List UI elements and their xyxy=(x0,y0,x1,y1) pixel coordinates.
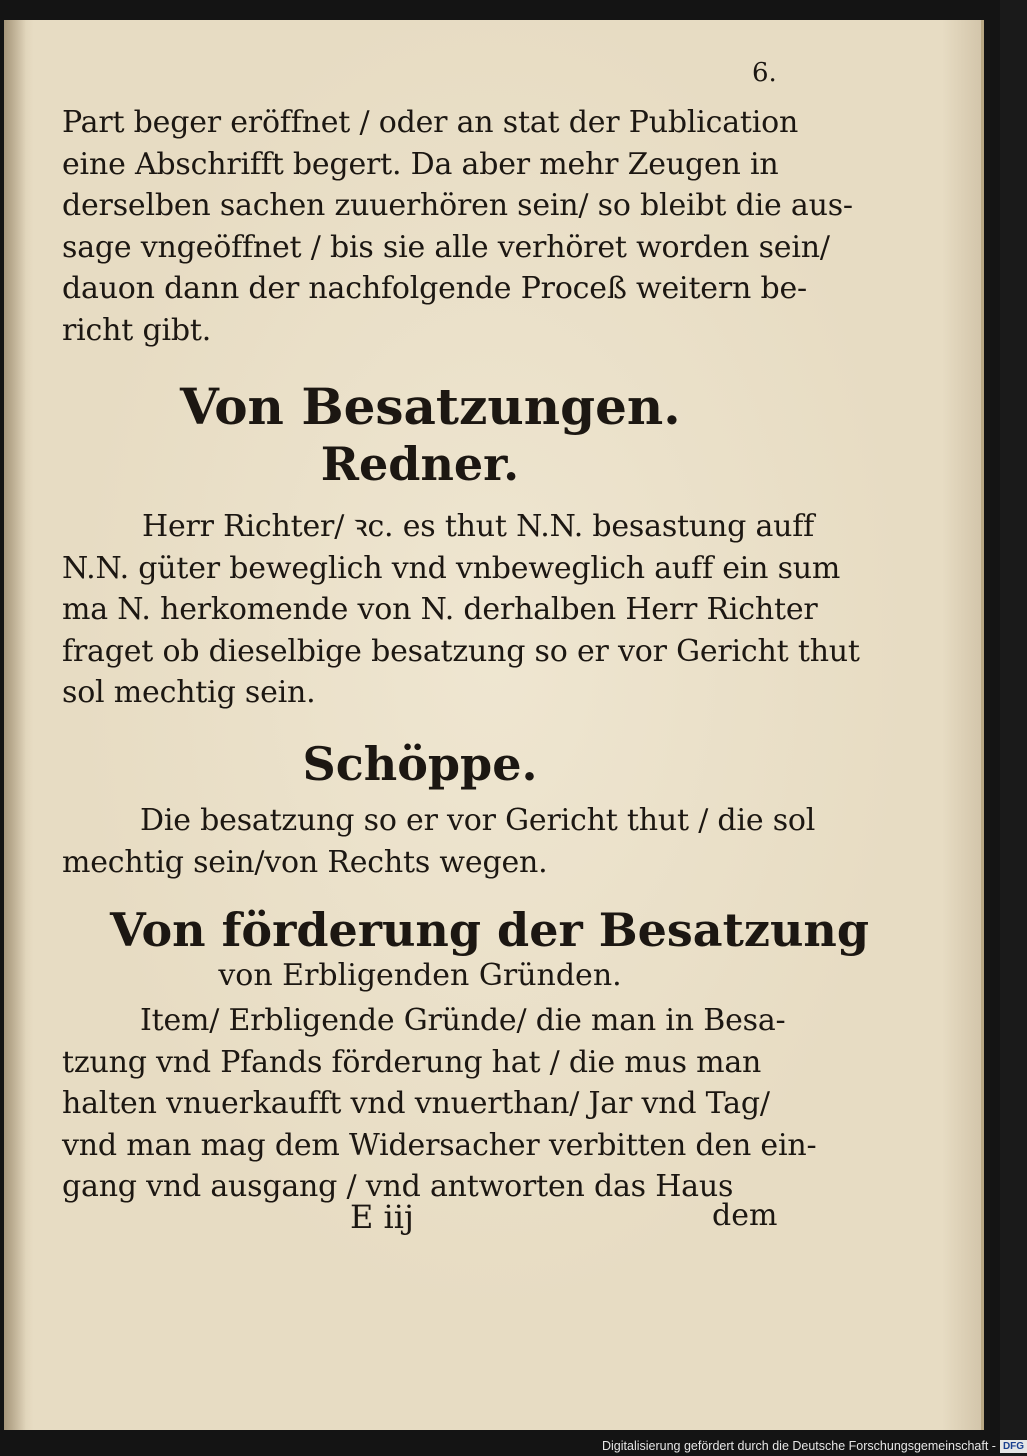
text-line: gang vnd ausgang / vnd antworten das Haus xyxy=(62,1169,734,1204)
text-line: eine Abschrifft begert. Da aber mehr Zeugen in xyxy=(62,146,779,182)
signature-mark: E iij xyxy=(350,1198,414,1236)
digitization-credit xyxy=(602,1436,1027,1456)
catchword: dem xyxy=(712,1198,778,1233)
folio-number: 6. xyxy=(752,58,777,88)
text-line: Herr Richter/ ꝛc. es thut N.N. besastung auff xyxy=(142,509,815,544)
text-line: derselben sachen zuuerhören sein/ so bleibt die aus- xyxy=(62,188,853,223)
text-line: N.N. güter beweglich vnd vnbeweglich auff ein sum xyxy=(62,550,841,586)
text-line: tzung vnd Pfands förderung hat / die mus man xyxy=(62,1044,762,1080)
text-line: Item/ Erbligende Gründe/ die man in Besa- xyxy=(140,1003,786,1038)
dfg-logo: DFG xyxy=(1000,1440,1027,1453)
credit-text: Digitalisierung gefördert durch die Deutsche Forschungsgemeinschaft - xyxy=(602,1439,996,1453)
speaker-schoeppe: Schöppe. xyxy=(302,737,538,791)
text-line: fraget ob dieselbige besatzung so er vor Gericht thut xyxy=(62,633,860,669)
text-line: richt gibt. xyxy=(62,312,212,348)
text-line: ma N. herkomende von N. derhalben Herr Richter xyxy=(62,592,818,627)
schoeppe-paragraph xyxy=(62,800,816,883)
section-title-foerderung: Von förderung der Besatzung xyxy=(110,903,869,957)
text-line: mechtig sein/von Rechts wegen. xyxy=(62,844,548,880)
foerderung-paragraph xyxy=(62,1000,817,1208)
text-line: Part beger eröffnet / oder an stat der Publication xyxy=(62,105,799,140)
speaker-redner: Redner. xyxy=(320,437,520,491)
text-line: dauon dann der nachfolgende Proceß weitern be- xyxy=(62,271,807,306)
redner-paragraph xyxy=(62,506,860,714)
text-line: sage vngeöffnet / bis sie alle verhöret worden sein/ xyxy=(62,229,830,265)
section-title-besatzungen: Von Besatzungen. xyxy=(180,377,681,436)
text-line: vnd man mag dem Widersacher verbitten den ein- xyxy=(62,1127,817,1163)
text-line: halten vnuerkaufft vnd vnuerthan/ Jar vnd Tag/ xyxy=(62,1086,770,1121)
text-line: Die besatzung so er vor Gericht thut / die sol xyxy=(140,803,816,838)
section-subtitle-erbligend: von Erbligenden Gründen. xyxy=(218,958,622,993)
text-line: sol mechtig sein. xyxy=(62,675,316,710)
page-gutter-shadow xyxy=(4,20,26,1430)
intro-paragraph xyxy=(62,102,853,351)
